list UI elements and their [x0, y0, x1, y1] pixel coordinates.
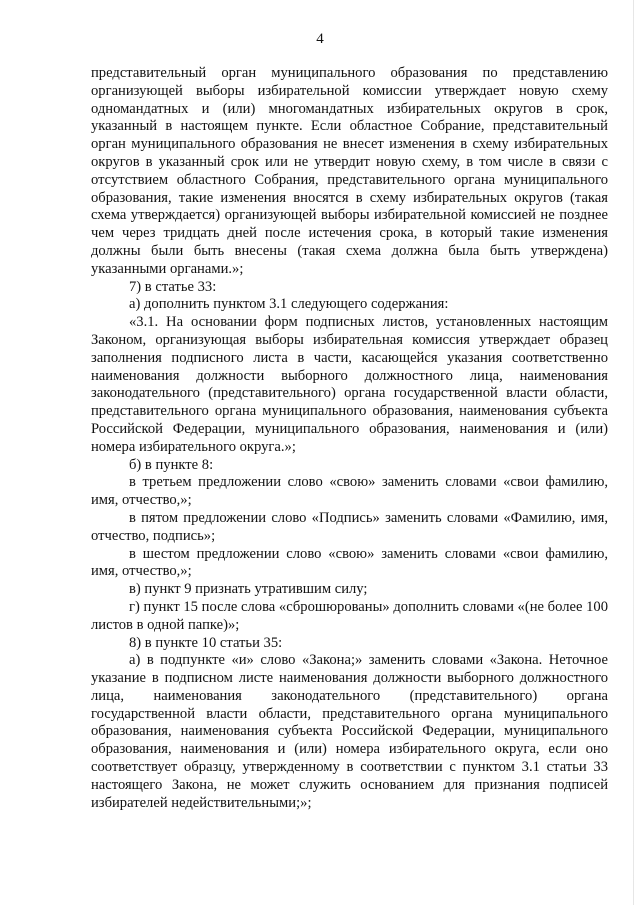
- paragraph-point-15: г) пункт 15 после слова «сброшюрованы» дополнить словами «(не более 100 листов в одной папке)»;: [91, 598, 608, 633]
- page-number: 4: [316, 31, 324, 47]
- paragraph-third-sentence: в третьем предложении слово «свою» заменить словами «свои фамилию, имя, отчество,»;: [91, 474, 608, 509]
- paragraph-fifth-sentence: в пятом предложении слово «Подпись» заменить словами «Фамилию, имя, отчество, подпись»;: [91, 509, 608, 544]
- paragraph-scheme-approval: представительный орган муниципального образования по представлению организующей выборы избирательной комиссии утверждает новую схему одномандатных и (или) многомандатных избирательных округов в срок, указанный в настоящем пункте. Если областное Собрание, представительный орган муниципального образования не внесет изменения в схему избирательных округов в указанный срок или не утвердит новую схему, в том числе в связи с отсутствием областного Собрания, представительного органа муниципального образования, такие изменения вносятся в схему избирательных округов (такая схема утверждается) организующей выборы избирательной комиссией не позднее чем через тридцать дней после истечения срока, в который такие изменения должны были быть внесены (такая схема должна была быть утверждена) указанными органами.»;: [91, 65, 608, 277]
- paragraph-point-9: в) пункт 9 признать утратившим силу;: [129, 581, 368, 598]
- paragraph-article-35: 8) в пункте 10 статьи 35:: [129, 634, 283, 651]
- paragraph-add-point-3-1: а) дополнить пунктом 3.1 следующего содержания:: [129, 296, 449, 313]
- paragraph-subpoint-i: а) в подпункте «и» слово «Закона;» заменить словами «Закона. Неточное указание в подписном листе наименования должности выборного должностного лица, наименования законодательного (представительного) органа государственной власти области, представительного органа муниципального образования, наименования субъекта Российской Федерации, муниципального образования, наименования и (или) номера избирательного округа, если оно соответствует образцу, утвержденному в соответствии с пунктом 3.1 статьи 33 настоящего Закона, не может служить основанием для признания подписей избирателей недействительными;»;: [91, 652, 608, 811]
- paragraph-article-33: 7) в статье 33:: [129, 278, 217, 295]
- paragraph-sixth-sentence: в шестом предложении слово «свою» заменить словами «свои фамилию, имя, отчество,»;: [91, 545, 608, 580]
- paragraph-point-8: б) в пункте 8:: [129, 456, 214, 473]
- document-body: [91, 65, 608, 812]
- paragraph-point-3-1-text: «3.1. На основании форм подписных листов, установленных настоящим Законом, организующая выборы избирательная комиссия утверждает образец заполнения подписного листа в части, касающейся указания соответственно наименования должности выборного должностного лица, наименования законодательного (представительного) органа государственной власти области, представительного органа муниципального образования, наименования субъекта Российской Федерации, муниципального образования, наименования и (или) номера избирательного округа.»;: [91, 314, 608, 455]
- page-edge-shadow: [633, 0, 634, 905]
